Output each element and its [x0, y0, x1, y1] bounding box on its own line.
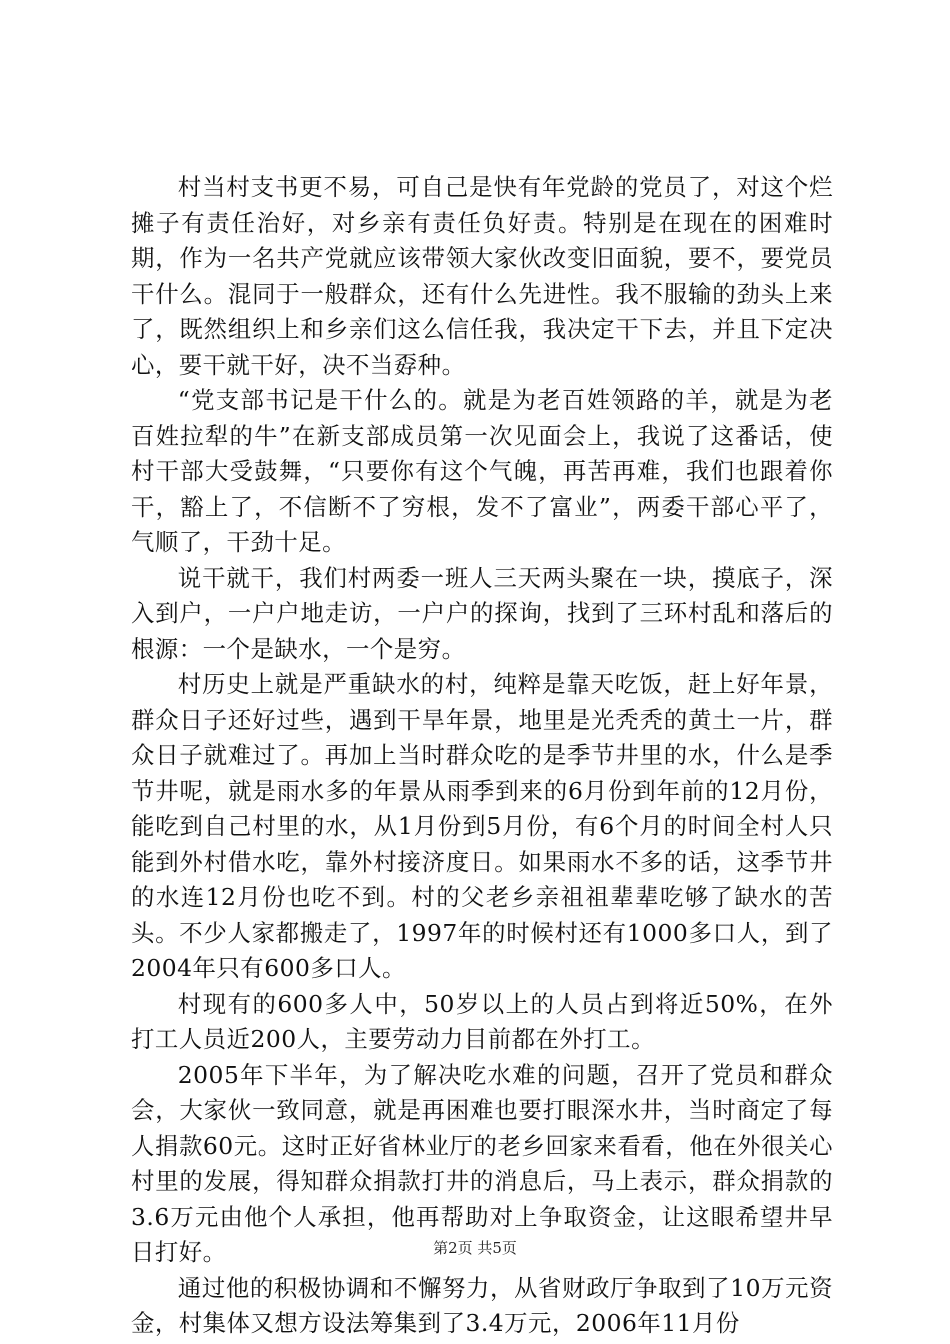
page-number-footer: 第2页 共5页	[433, 1239, 517, 1257]
paragraph-3: 说干就干，我们村两委一班人三天两头聚在一块，摸底子，深入到户，一户户地走访，一户户的探询，找到了三环村乱和落后的根源：一个是缺水，一个是穷。	[131, 563, 833, 663]
paragraph-6: 2005年下半年，为了解决吃水难的问题，召开了党员和群众会，大家伙一致同意，就是再困难也要打眼深水井，当时商定了每人捐款60元。这时正好省林业厅的老乡回家来看看，他在外很关心村里的发展，得知群众捐款打井的消息后，马上表示，群众捐款的3.6万元由他个人承担，他再帮助对上争取资金，让这眼希望井早日打好。	[131, 1060, 833, 1266]
body-text	[131, 170, 833, 1342]
paragraph-4: 村历史上就是严重缺水的村，纯粹是靠天吃饭，赶上好年景，群众日子还好过些，遇到干旱年景，地里是光秃秃的黄土一片，群众日子就难过了。再加上当时群众吃的是季节井里的水，什么是季节井呢，就是雨水多的年景从雨季到来的6月份到年前的12月份，能吃到自己村里的水，从1月份到5月份，有6个月的时间全村人只能到外村借水吃，靠外村接济度日。如果雨水不多的话，这季节井的水连12月份也吃不到。村的父老乡亲祖祖辈辈吃够了缺水的苦头。不少人家都搬走了，1997年的时候村还有1000多口人，到了2004年只有600多口人。	[131, 670, 833, 982]
paragraph-1: 村当村支书更不易，可自己是快有年党龄的党员了，对这个烂摊子有责任治好，对乡亲有责任负好责。特别是在现在的困难时期，作为一名共产党就应该带领大家伙改变旧面貌，要不，要党员干什么。混同于一般群众，还有什么先进性。我不服输的劲头上来了，既然组织上和乡亲们这么信任我，我决定干下去，并且下定决心，要干就干好，决不当孬种。	[131, 173, 833, 379]
paragraph-2: “党支部书记是干什么的。就是为老百姓领路的羊，就是为老百姓拉犁的牛”在新支部成员第一次见面会上，我说了这番话，使村干部大受鼓舞，“只要你有这个气魄，再苦再难，我们也跟着你干，豁上了，不信断不了穷根，发不了富业”，两委干部心平了，气顺了，干劲十足。	[131, 386, 833, 556]
paragraph-7: 通过他的积极协调和不懈努力，从省财政厅争取到了10万元资金，村集体又想方设法筹集到了3.4万元，2006年11月份	[131, 1273, 833, 1337]
paragraph-5: 村现有的600多人中，50岁以上的人员占到将近50%，在外打工人员近200人，主要劳动力目前都在外打工。	[131, 989, 833, 1053]
